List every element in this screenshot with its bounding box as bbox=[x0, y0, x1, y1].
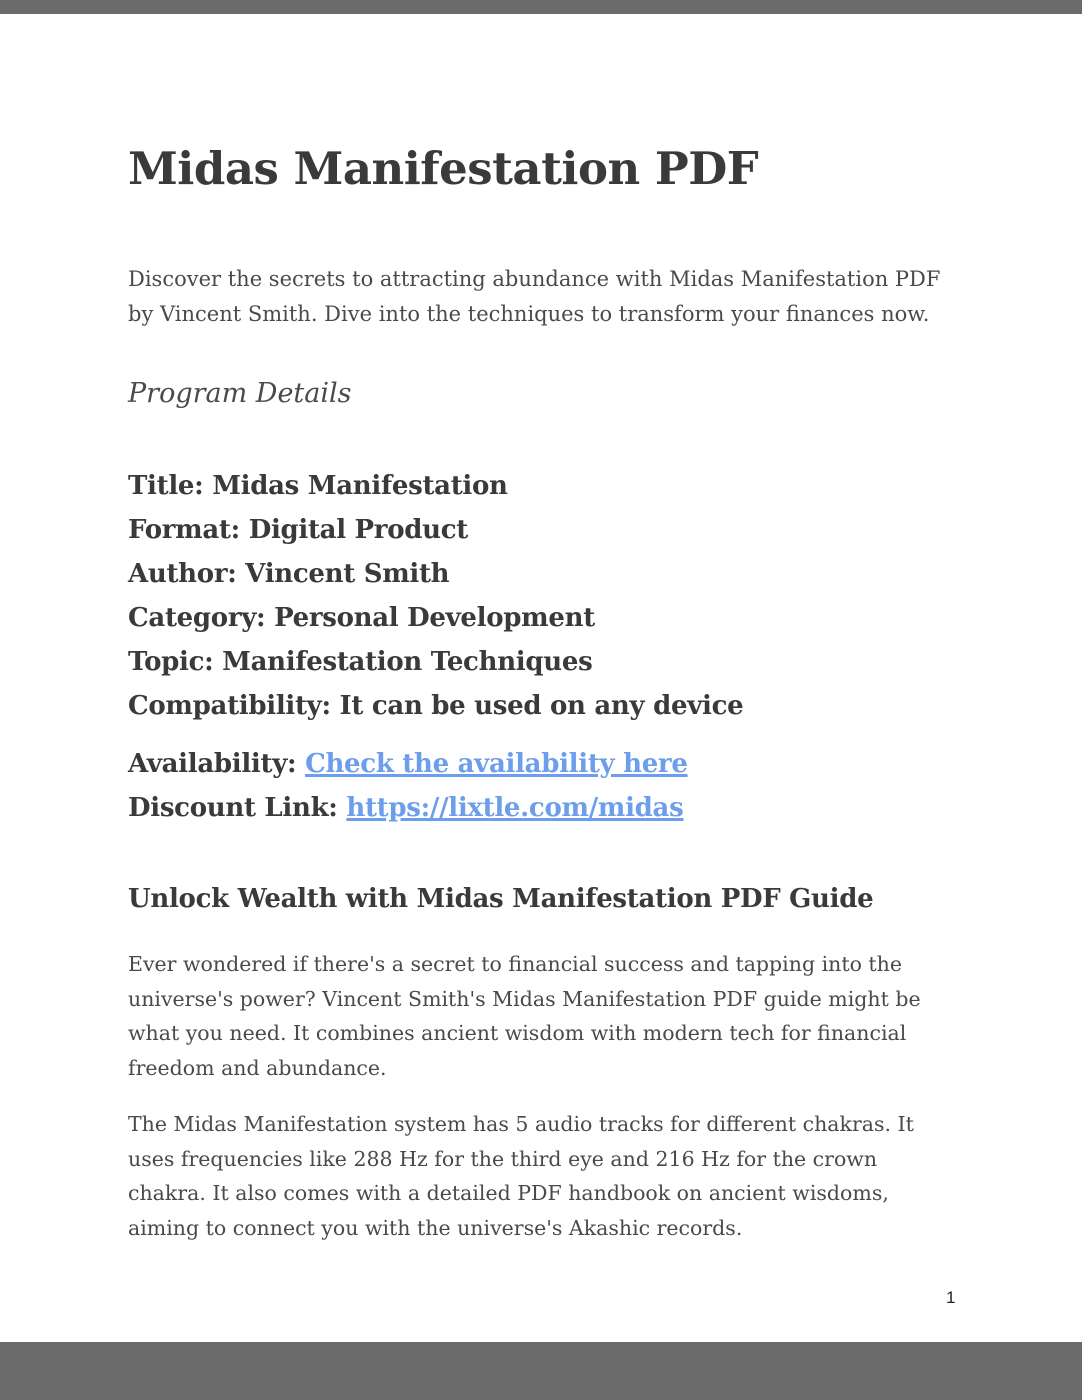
availability-label: Availability: bbox=[128, 749, 306, 779]
section-heading: Unlock Wealth with Midas Manifestation PDF Guide bbox=[128, 884, 874, 914]
detail-topic: Topic: Manifestation Techniques bbox=[128, 647, 593, 677]
detail-compatibility: Compatibility: It can be used on any device bbox=[128, 691, 744, 721]
availability-link[interactable]: Check the availability here bbox=[305, 749, 688, 779]
availability-row bbox=[128, 742, 688, 786]
body-paragraph: The Midas Manifestation system has 5 audio tracks for different chakras. It uses frequencies like 288 Hz for the third eye and 216 Hz for the crown chakra. It also comes with a detailed PDF handbook on ancient wisdoms, aiming to connect you with the universe's Akashic records. bbox=[128, 1112, 914, 1240]
page-number: 1 bbox=[946, 1288, 956, 1307]
discount-link[interactable]: https://lixtle.com/midas bbox=[346, 793, 684, 823]
discount-label: Discount Link: bbox=[128, 793, 347, 823]
links-list bbox=[128, 742, 688, 830]
detail-author: Author: Vincent Smith bbox=[128, 559, 450, 589]
detail-title: Title: Midas Manifestation bbox=[128, 471, 508, 501]
intro-paragraph: Discover the secrets to attracting abundance with Midas Manifestation PDF by Vincent Smith. Dive into the techniques to transform your finances now. bbox=[128, 267, 941, 326]
document-title: Midas Manifestation PDF bbox=[128, 142, 759, 195]
program-details-list bbox=[128, 464, 743, 728]
body-paragraph: Ever wondered if there's a secret to financial success and tapping into the universe's power? Vincent Smith's Midas Manifestation PDF guide might be what you need. It combines ancient wisdom with modern tech for financial freedom and abundance. bbox=[128, 952, 921, 1080]
program-details-subheading: Program Details bbox=[128, 378, 352, 409]
detail-category: Category: Personal Development bbox=[128, 603, 595, 633]
detail-format: Format: Digital Product bbox=[128, 515, 468, 545]
discount-row bbox=[128, 786, 688, 830]
